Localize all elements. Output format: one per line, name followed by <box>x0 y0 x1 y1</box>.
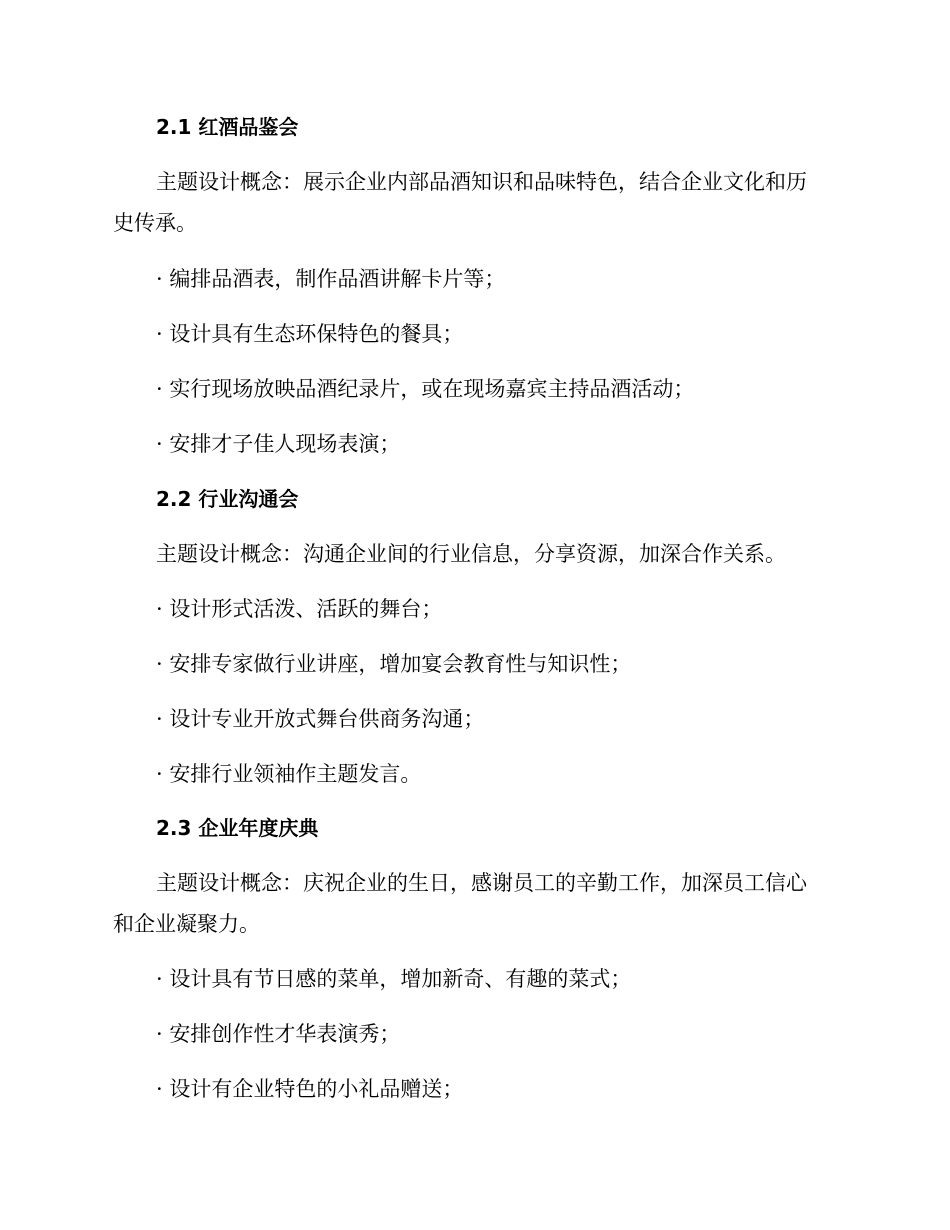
section-2-1-bullet-2: · 设计具有生态环保特色的餐具； <box>156 322 464 346</box>
section-2-1-bullet-4: · 安排才子佳人现场表演； <box>156 432 401 456</box>
section-2-3-bullet-3: · 设计有企业特色的小礼品赠送； <box>156 1077 464 1101</box>
section-2-1-bullet-3: · 实行现场放映品酒纪录片，或在现场嘉宾主持品酒活动； <box>156 377 695 401</box>
section-2-2-bullet-2: · 安排专家做行业讲座，增加宴会教育性与知识性； <box>156 652 632 676</box>
section-2-2-bullet-3: · 设计专业开放式舞台供商务沟通； <box>156 707 485 731</box>
section-2-3-concept-line-1: 主题设计概念：庆祝企业的生日，感谢员工的辛勤工作，加深员工信心 <box>156 871 807 895</box>
section-2-1-bullet-1: · 编排品酒表，制作品酒讲解卡片等； <box>156 267 506 291</box>
section-2-3-bullet-2: · 安排创作性才华表演秀； <box>156 1022 401 1046</box>
section-heading-2-2: 2.2 行业沟通会 <box>156 487 299 511</box>
section-heading-2-3: 2.3 企业年度庆典 <box>156 816 319 840</box>
section-2-2-bullet-1: · 设计形式活泼、活跃的舞台； <box>156 597 443 621</box>
section-2-3-concept-line-2: 和企业凝聚力。 <box>113 912 260 936</box>
section-2-2-concept-line-1: 主题设计概念：沟通企业间的行业信息，分享资源，加深合作关系。 <box>156 542 786 566</box>
section-2-1-concept-line-2: 史传承。 <box>113 211 197 235</box>
section-2-3-bullet-1: · 设计具有节日感的菜单，增加新奇、有趣的菜式； <box>156 967 632 991</box>
section-2-1-concept-line-1: 主题设计概念：展示企业内部品酒知识和品味特色，结合企业文化和历 <box>156 170 807 194</box>
section-2-2-bullet-4: · 安排行业领袖作主题发言。 <box>156 762 422 786</box>
section-heading-2-1: 2.1 红酒品鉴会 <box>156 115 299 139</box>
